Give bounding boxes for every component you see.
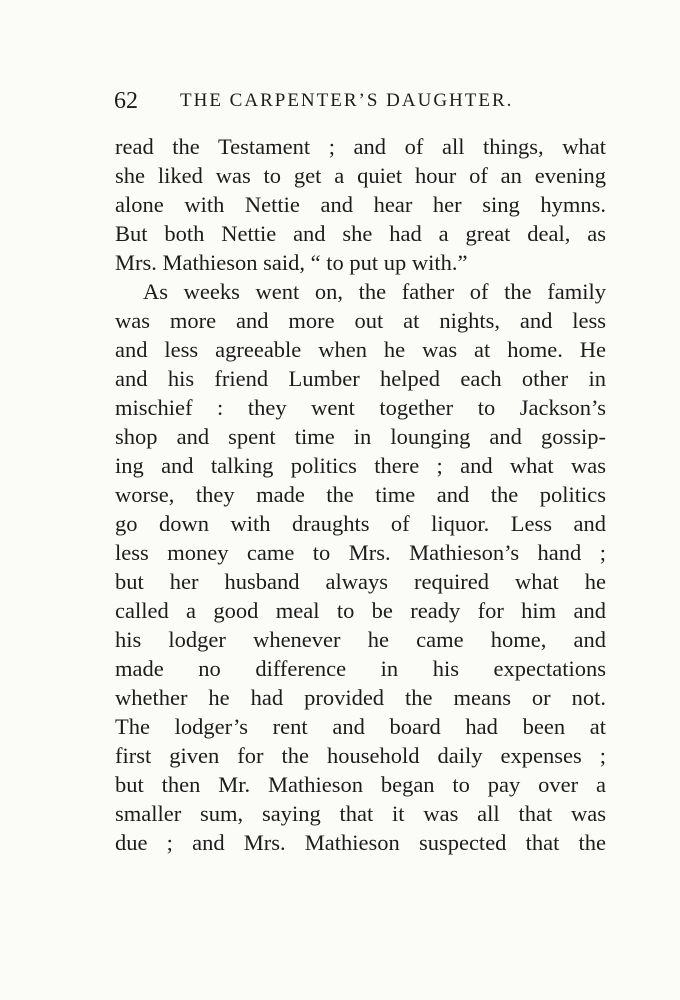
text-line: and his friend Lumber helped each other in xyxy=(115,366,606,391)
page-header xyxy=(114,84,554,118)
text-line: ing and talking politics there ; and what was xyxy=(115,453,606,478)
body-text xyxy=(115,132,606,857)
text-line: less money came to Mrs. Mathieson’s hand ; xyxy=(115,540,606,565)
text-line: and less agreeable when he was at home. He xyxy=(115,337,606,362)
text-line: read the Testament ; and of all things, what xyxy=(115,134,606,159)
running-title: THE CARPENTER’S DAUGHTER. xyxy=(180,90,514,111)
text-line: whether he had provided the means or not. xyxy=(115,685,606,710)
text-line: was more and more out at nights, and less xyxy=(115,308,606,333)
text-line: As weeks went on, the father of the family xyxy=(143,279,606,304)
text-line: due ; and Mrs. Mathieson suspected that the xyxy=(115,830,606,855)
text-line: But both Nettie and she had a great deal, as xyxy=(115,221,606,246)
text-line: The lodger’s rent and board had been at xyxy=(115,714,606,739)
text-line: Mrs. Mathieson said, “ to put up with.” xyxy=(115,250,468,275)
text-line: first given for the household daily expenses ; xyxy=(115,743,606,768)
text-line: but then Mr. Mathieson began to pay over a xyxy=(115,772,606,797)
text-line: mischief : they went together to Jackson’s xyxy=(115,395,606,420)
text-line: go down with draughts of liquor. Less and xyxy=(115,511,606,536)
text-line: she liked was to get a quiet hour of an evening xyxy=(115,163,606,188)
text-line: alone with Nettie and hear her sing hymns. xyxy=(115,192,606,217)
text-line: smaller sum, saying that it was all that was xyxy=(115,801,606,826)
text-line: his lodger whenever he came home, and xyxy=(115,627,606,652)
text-line: called a good meal to be ready for him and xyxy=(115,598,606,623)
text-line: worse, they made the time and the politics xyxy=(115,482,606,507)
text-line: shop and spent time in lounging and gossip- xyxy=(115,424,606,449)
page-number: 62 xyxy=(114,88,138,114)
text-line: made no difference in his expectations xyxy=(115,656,606,681)
text-line: but her husband always required what he xyxy=(115,569,606,594)
